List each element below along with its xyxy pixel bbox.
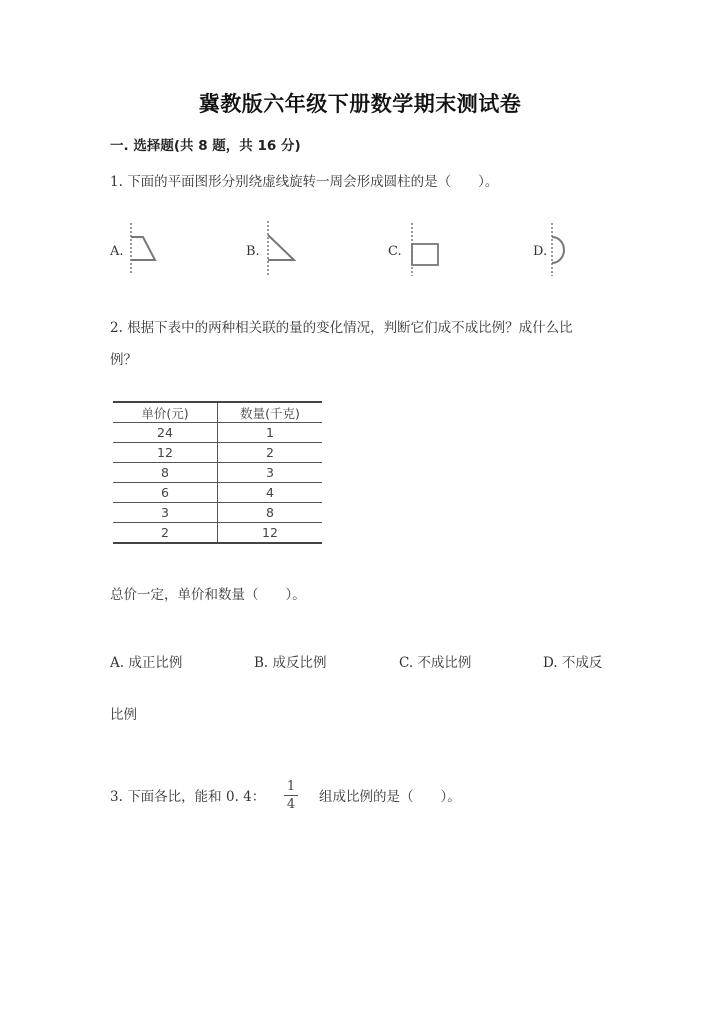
question-2-prompt: 总价一定，单价和数量（ ）。 [110,587,306,603]
table-row [113,523,322,544]
q1-option-c-label: C. [388,244,402,259]
table-row [113,443,322,463]
table-cell: 8 [113,463,218,483]
fraction-one-quarter [284,779,298,812]
trapezoid-icon [125,220,165,280]
q2-option-d: D. 不成反 [543,655,603,671]
right-triangle-icon [262,218,302,280]
fraction-denominator: 4 [286,797,296,812]
fraction-bar [284,795,298,796]
question-2-line-2: 例？ [110,352,137,368]
q1-option-a-label: A. [110,244,124,259]
column-header-quantity: 数量(千克) [218,402,323,423]
rectangle-icon [406,220,446,280]
q2-option-a: A. 成正比例 [110,655,183,671]
table-cell: 8 [218,503,323,523]
column-header-unit-price: 单价(元) [113,402,218,423]
table-cell: 12 [113,443,218,463]
question-number: 3. [110,789,123,805]
semicircle-icon [546,220,586,280]
price-quantity-table [113,401,322,544]
table-row [113,503,322,523]
table-header-row [113,402,322,423]
question-3-tail: 组成比例的是（ ）。 [319,789,461,805]
table-cell: 6 [113,483,218,503]
q2-option-c: C. 不成比例 [399,655,472,671]
question-1 [110,170,498,190]
question-3-lead [110,785,265,805]
q2-option-b: B. 成反比例 [254,655,327,671]
question-2-line-1 [110,316,573,336]
fraction-numerator: 1 [286,779,296,794]
table-cell: 12 [218,523,323,544]
table-cell: 3 [218,463,323,483]
q1-option-b-label: B. [246,244,260,259]
table-cell: 24 [113,423,218,443]
question-number: 2. [110,320,123,336]
table-cell: 2 [218,443,323,463]
table-row [113,483,322,503]
q1-option-d-label: D. [533,244,548,259]
question-text: 下面各比，能和 0. 4： [127,789,266,805]
question-text: 下面的平面图形分别绕虚线旋转一周会形成圆柱的是（ ）。 [127,174,499,190]
question-number: 1. [110,174,123,190]
section-heading: 一. 选择题(共 8 题，共 16 分) [110,138,301,154]
table-row [113,463,322,483]
table-cell: 2 [113,523,218,544]
q2-option-d-wrap: 比例 [110,707,137,723]
question-text: 根据下表中的两种相关联的量的变化情况，判断它们成不成比例？成什么比 [127,320,573,336]
table-row [113,423,322,443]
page-title: 冀教版六年级下册数学期末测试卷 [198,92,522,116]
table-cell: 1 [218,423,323,443]
table-cell: 4 [218,483,323,503]
table-cell: 3 [113,503,218,523]
